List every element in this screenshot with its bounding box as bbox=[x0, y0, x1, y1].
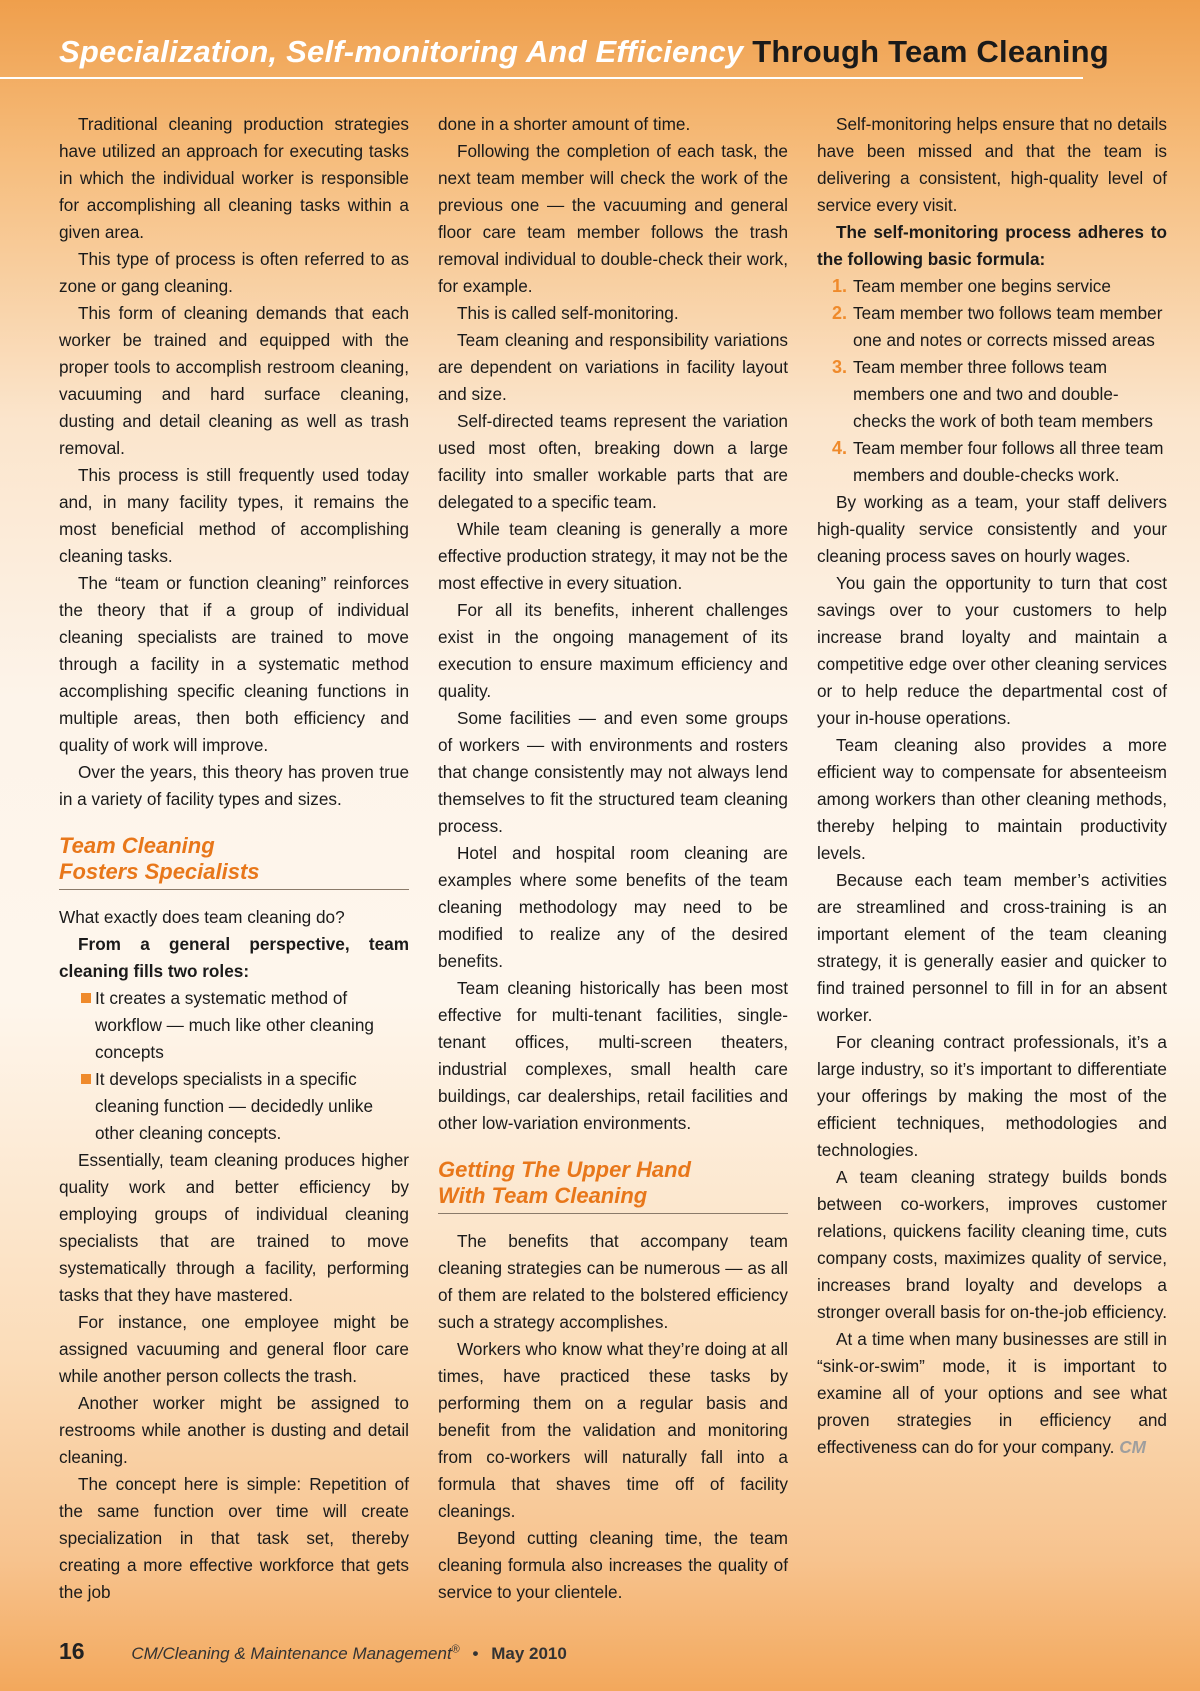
bullet-text: It creates a systematic method of workflow — much like other cleaning concepts bbox=[95, 988, 374, 1062]
step-number: 3. bbox=[832, 357, 848, 377]
paragraph: The concept here is simple: Repetition of the same function over time will create specialization in that task set, thereby creating a more effective workforce that gets the job bbox=[59, 1474, 409, 1602]
numbered-item bbox=[817, 435, 1167, 489]
step-text: Team member two follows team member one and notes or corrects missed areas bbox=[853, 303, 1163, 350]
bullet-list bbox=[59, 985, 409, 1147]
step-text: Team member one begins service bbox=[853, 276, 1111, 296]
footer-separator: • bbox=[472, 1644, 479, 1663]
paragraph: Some facilities — and even some groups of workers — with environments and rosters that change consistently may not always lend themselves to fit the structured team cleaning process. bbox=[438, 708, 788, 836]
column-1 bbox=[59, 111, 409, 1606]
paragraph: Traditional cleaning production strategies have utilized an approach for executing tasks in which the individual worker is responsible for accomplishing all cleaning tasks within a given area. bbox=[59, 114, 409, 242]
header-rule bbox=[0, 77, 1083, 79]
paragraph: Workers who know what they’re doing at all times, have practiced these tasks by performing them on a regular basis and benefit from the validation and monitoring from co-workers will naturally fall into a formula that shaves time off of facility cleanings. bbox=[438, 1339, 788, 1521]
paragraph: Beyond cutting cleaning time, the team cleaning formula also increases the quality of service to your clientele. bbox=[438, 1528, 788, 1602]
issue-date: May 2010 bbox=[491, 1644, 567, 1663]
end-mark: CM bbox=[1119, 1437, 1146, 1457]
paragraph: Hotel and hospital room cleaning are examples where some benefits of the team cleaning methodology may need to be modified to realize any of the desired benefits. bbox=[438, 843, 788, 971]
paragraph: Because each team member’s activities are streamlined and cross-training is an important element of the team cleaning strategy, it is generally easier and quicker to find trained personnel to fill in for an absent worker. bbox=[817, 870, 1167, 1025]
paragraph: By working as a team, your staff delivers high-quality service consistently and your cleaning process saves on hourly wages. bbox=[817, 492, 1167, 566]
page-footer bbox=[59, 1638, 567, 1665]
paragraph: What exactly does team cleaning do? bbox=[59, 907, 345, 927]
subheading-line: Getting The Upper Hand bbox=[438, 1157, 691, 1182]
paragraph: Essentially, team cleaning produces higher quality work and better efficiency by employing groups of individual cleaning specialists that are trained to move systematically through a facility, performing tasks that they have mastered. bbox=[59, 1150, 409, 1305]
numbered-list bbox=[817, 273, 1167, 489]
paragraph: This process is still frequently used today and, in many facility types, it remains the most beneficial method of accomplishing cleaning tasks. bbox=[59, 465, 409, 566]
paragraph-bold: The self-monitoring process adheres to the following basic formula: bbox=[817, 222, 1167, 269]
paragraph: A team cleaning strategy builds bonds between co-workers, improves customer relations, quickens facility cleaning time, cuts company costs, maximizes quality of service, increases brand loyalty and develops a stronger overall basis for on-the-job efficiency. bbox=[817, 1167, 1167, 1322]
paragraph-final bbox=[817, 1326, 1167, 1461]
paragraph: Team cleaning also provides a more efficient way to compensate for absenteeism among workers than other cleaning methods, thereby helping to maintain productivity levels. bbox=[817, 735, 1167, 863]
paragraph: done in a shorter amount of time. bbox=[438, 114, 691, 134]
paragraph: Team cleaning and responsibility variations are dependent on variations in facility layout and size. bbox=[438, 330, 788, 404]
paragraph: You gain the opportunity to turn that cost savings over to your customers to help increase brand loyalty and maintain a competitive edge over other cleaning services or to help reduce the departmental cost of your in-house operations. bbox=[817, 573, 1167, 728]
step-number: 2. bbox=[832, 303, 848, 323]
subheading-team-cleaning-fosters-specialists bbox=[59, 833, 409, 890]
subheading-getting-the-upper-hand bbox=[438, 1157, 788, 1214]
subheading-line: Team Cleaning bbox=[59, 833, 215, 858]
numbered-item bbox=[817, 273, 1167, 300]
paragraph: This type of process is often referred to as zone or gang cleaning. bbox=[59, 249, 409, 296]
paragraph: Following the completion of each task, the next team member will check the work of the previous one — the vacuuming and general floor care team member follows the trash removal individual to double-check their work, for example. bbox=[438, 141, 788, 296]
paragraph: For instance, one employee might be assigned vacuuming and general floor care while another person collects the trash. bbox=[59, 1312, 409, 1386]
step-text: Team member three follows team members one and two and double-checks the work of both team members bbox=[853, 357, 1153, 431]
bullet-item bbox=[59, 1066, 409, 1147]
numbered-item bbox=[817, 354, 1167, 435]
registered-mark: ® bbox=[451, 1643, 460, 1656]
paragraph: For cleaning contract professionals, it’s a large industry, so it’s important to differentiate your offerings by making the most of the efficient techniques, methodologies and technologies. bbox=[817, 1032, 1167, 1160]
paragraph: For all its benefits, inherent challenges exist in the ongoing management of its execution to ensure maximum efficiency and quality. bbox=[438, 600, 788, 701]
paragraph-bold: From a general perspective, team cleaning fills two roles: bbox=[59, 934, 409, 981]
paragraph: This is called self-monitoring. bbox=[457, 303, 679, 323]
bullet-item bbox=[59, 985, 409, 1066]
paragraph: Another worker might be assigned to restrooms while another is dusting and detail cleaning. bbox=[59, 1393, 409, 1467]
paragraph: This form of cleaning demands that each worker be trained and equipped with the proper tools to accomplish restroom cleaning, vacuuming and hard surface cleaning, dusting and detail cleaning as well as trash removal. bbox=[59, 303, 409, 458]
step-text: Team member four follows all three team members and double-checks work. bbox=[853, 438, 1164, 485]
subheading-line: With Team Cleaning bbox=[438, 1183, 648, 1208]
publication-name: CM/Cleaning & Maintenance Management bbox=[131, 1644, 452, 1663]
column-3 bbox=[817, 111, 1167, 1461]
numbered-item bbox=[817, 300, 1167, 354]
subheading-line: Fosters Specialists bbox=[59, 859, 260, 884]
step-number: 4. bbox=[832, 438, 848, 458]
paragraph: The “team or function cleaning” reinforces the theory that if a group of individual cleaning specialists are trained to move through a facility in a systematic method accomplishing specific cleaning functions in multiple areas, then both efficiency and quality of work will improve. bbox=[59, 573, 409, 755]
paragraph-text: At a time when many businesses are still in “sink-or-swim” mode, it is important to examine all of your options and see what proven strategies in efficiency and effectiveness can do for your company. bbox=[817, 1329, 1167, 1457]
square-bullet-icon bbox=[81, 1074, 91, 1084]
paragraph: Over the years, this theory has proven true in a variety of facility types and sizes. bbox=[59, 762, 409, 809]
article-title bbox=[59, 34, 1109, 70]
bullet-text: It develops specialists in a specific cleaning function — decidedly unlike other cleaning concepts. bbox=[95, 1069, 374, 1143]
paragraph: The benefits that accompany team cleaning strategies can be numerous — as all of them are related to the bolstered efficiency such a strategy accomplishes. bbox=[438, 1231, 788, 1332]
article-title-part1: Specialization, Self-monitoring And Efficiency bbox=[59, 34, 744, 69]
column-2 bbox=[438, 111, 788, 1606]
paragraph: While team cleaning is generally a more effective production strategy, it may not be the most effective in every situation. bbox=[438, 519, 788, 593]
paragraph: Team cleaning historically has been most effective for multi-tenant facilities, single-tenant offices, multi-screen theaters, industrial complexes, small health care buildings, car dealerships, retail facilities and other low-variation environments. bbox=[438, 978, 788, 1133]
article-title-part2: Through Team Cleaning bbox=[752, 34, 1109, 69]
square-bullet-icon bbox=[81, 993, 91, 1003]
paragraph: Self-monitoring helps ensure that no details have been missed and that the team is delivering a consistent, high-quality level of service every visit. bbox=[817, 114, 1167, 215]
step-number: 1. bbox=[832, 276, 848, 296]
page-number: 16 bbox=[59, 1638, 85, 1664]
paragraph: Self-directed teams represent the variation used most often, breaking down a large facility into smaller workable parts that are delegated to a specific team. bbox=[438, 411, 788, 512]
